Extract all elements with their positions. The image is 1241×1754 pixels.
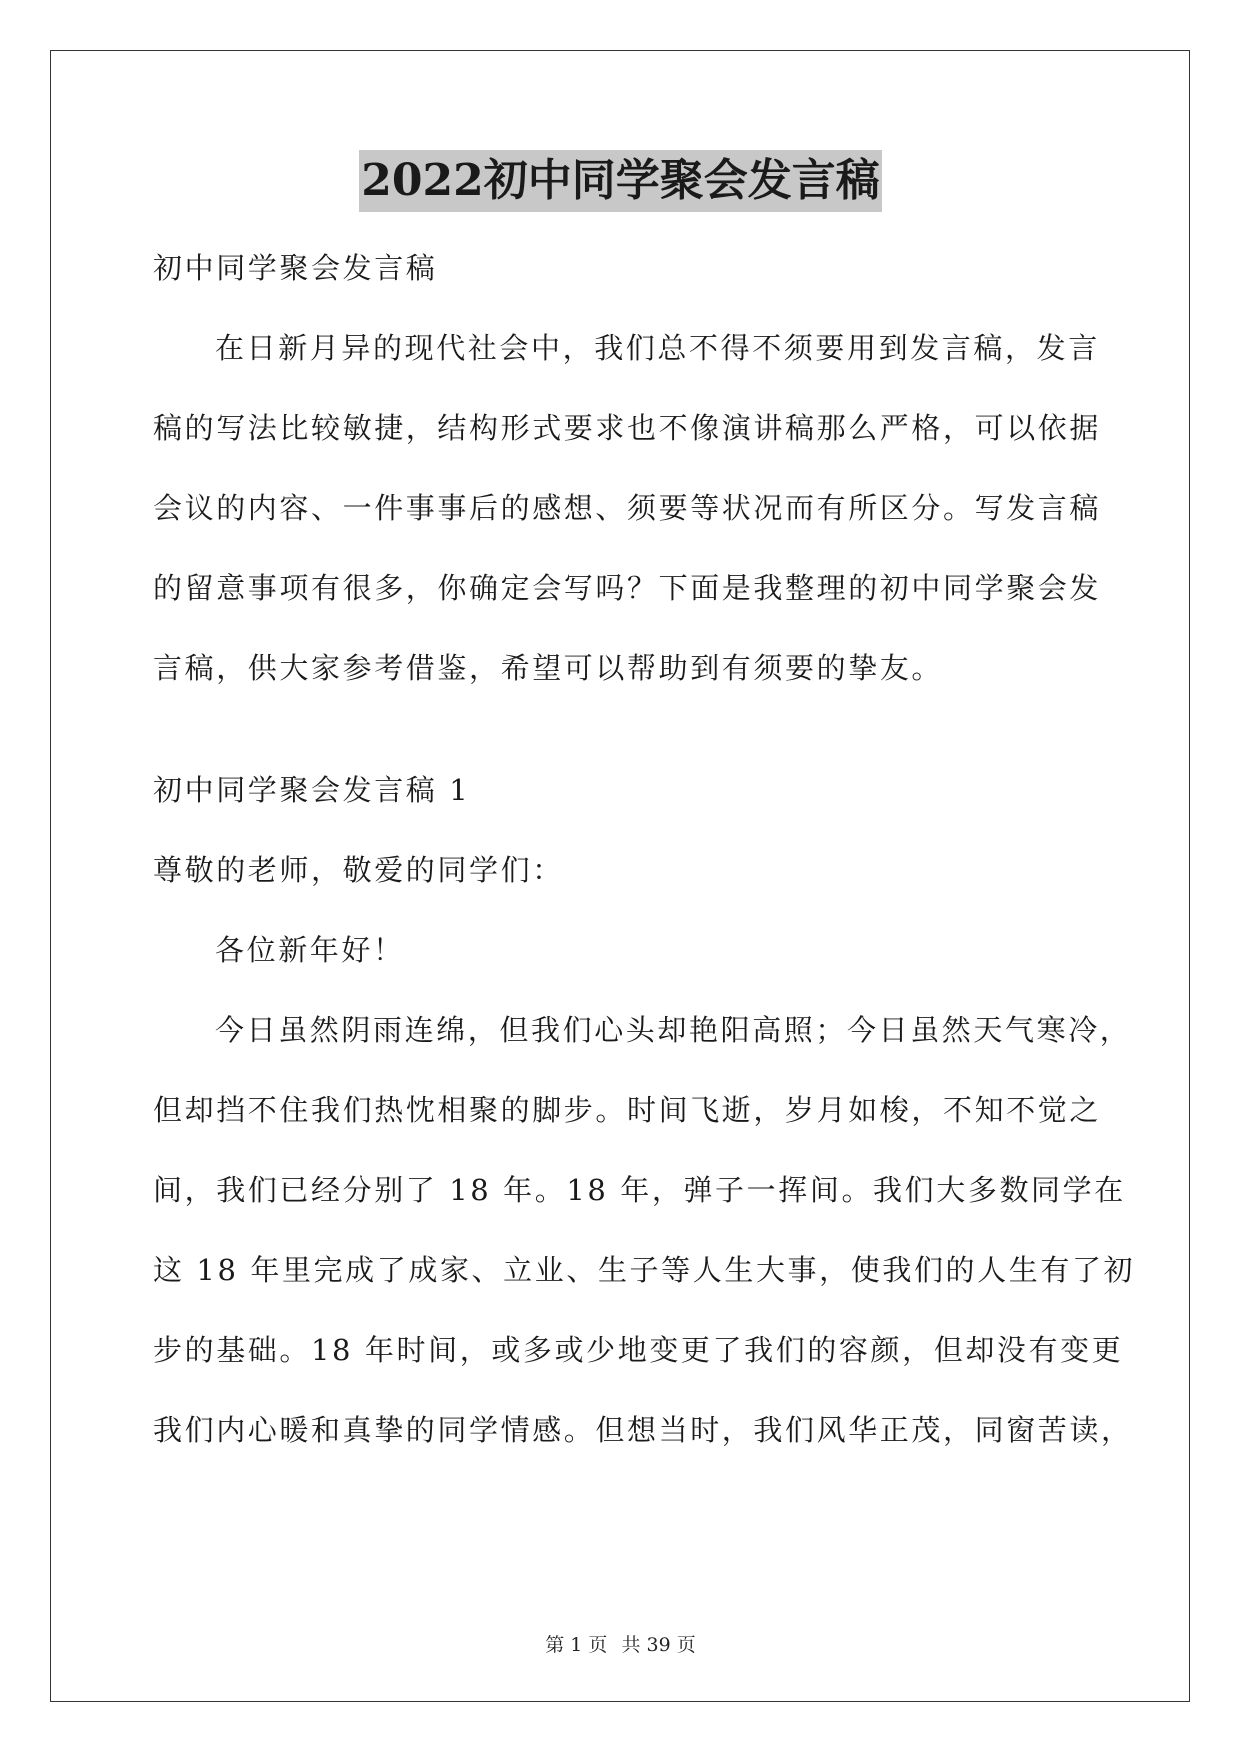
salutation: 尊敬的老师，敬爱的同学们： (153, 853, 564, 887)
intro-line: 言稿，供大家参考借鉴，希望可以帮助到有须要的挚友。 (153, 651, 944, 685)
body-line: 这 18 年里完成了成家、立业、生子等人生大事，使我们的人生有了初 (153, 1253, 1136, 1287)
body-line: 但却挡不住我们热忱相聚的脚步。时间飞逝，岁月如梭，不知不觉之 (153, 1093, 1102, 1127)
subtitle: 初中同学聚会发言稿 (153, 251, 438, 285)
page-total: 共 39 页 (621, 1634, 696, 1656)
body-line: 步的基础。18 年时间，或多或少地变更了我们的容颜，但却没有变更 (153, 1333, 1124, 1367)
intro-line: 在日新月异的现代社会中，我们总不得不须要用到发言稿，发言 (215, 331, 1100, 365)
body-line: 间，我们已经分别了 18 年。18 年，弹子一挥间。我们大多数同学在 (153, 1173, 1126, 1207)
body-line: 我们内心暖和真挚的同学情感。但想当时，我们风华正茂，同窗苦读， (153, 1413, 1133, 1447)
section-heading: 初中同学聚会发言稿 1 (153, 773, 471, 807)
intro-line: 会议的内容、一件事事后的感想、须要等状况而有所区分。写发言稿 (153, 491, 1102, 525)
page-footer (0, 1630, 1241, 1657)
document-title: 2022初中同学聚会发言稿 (359, 150, 881, 212)
intro-line: 的留意事项有很多，你确定会写吗？下面是我整理的初中同学聚会发 (153, 571, 1102, 605)
document-body (153, 228, 1136, 1470)
greeting: 各位新年好！ (215, 933, 405, 967)
intro-line: 稿的写法比较敏捷，结构形式要求也不像演讲稿那么严格，可以依据 (153, 411, 1102, 445)
body-line: 今日虽然阴雨连绵，但我们心头却艳阳高照；今日虽然天气寒冷， (215, 1013, 1132, 1047)
paragraph-gap (153, 708, 1093, 750)
title-container (0, 150, 1241, 212)
page-number: 第 1 页 (545, 1634, 608, 1656)
